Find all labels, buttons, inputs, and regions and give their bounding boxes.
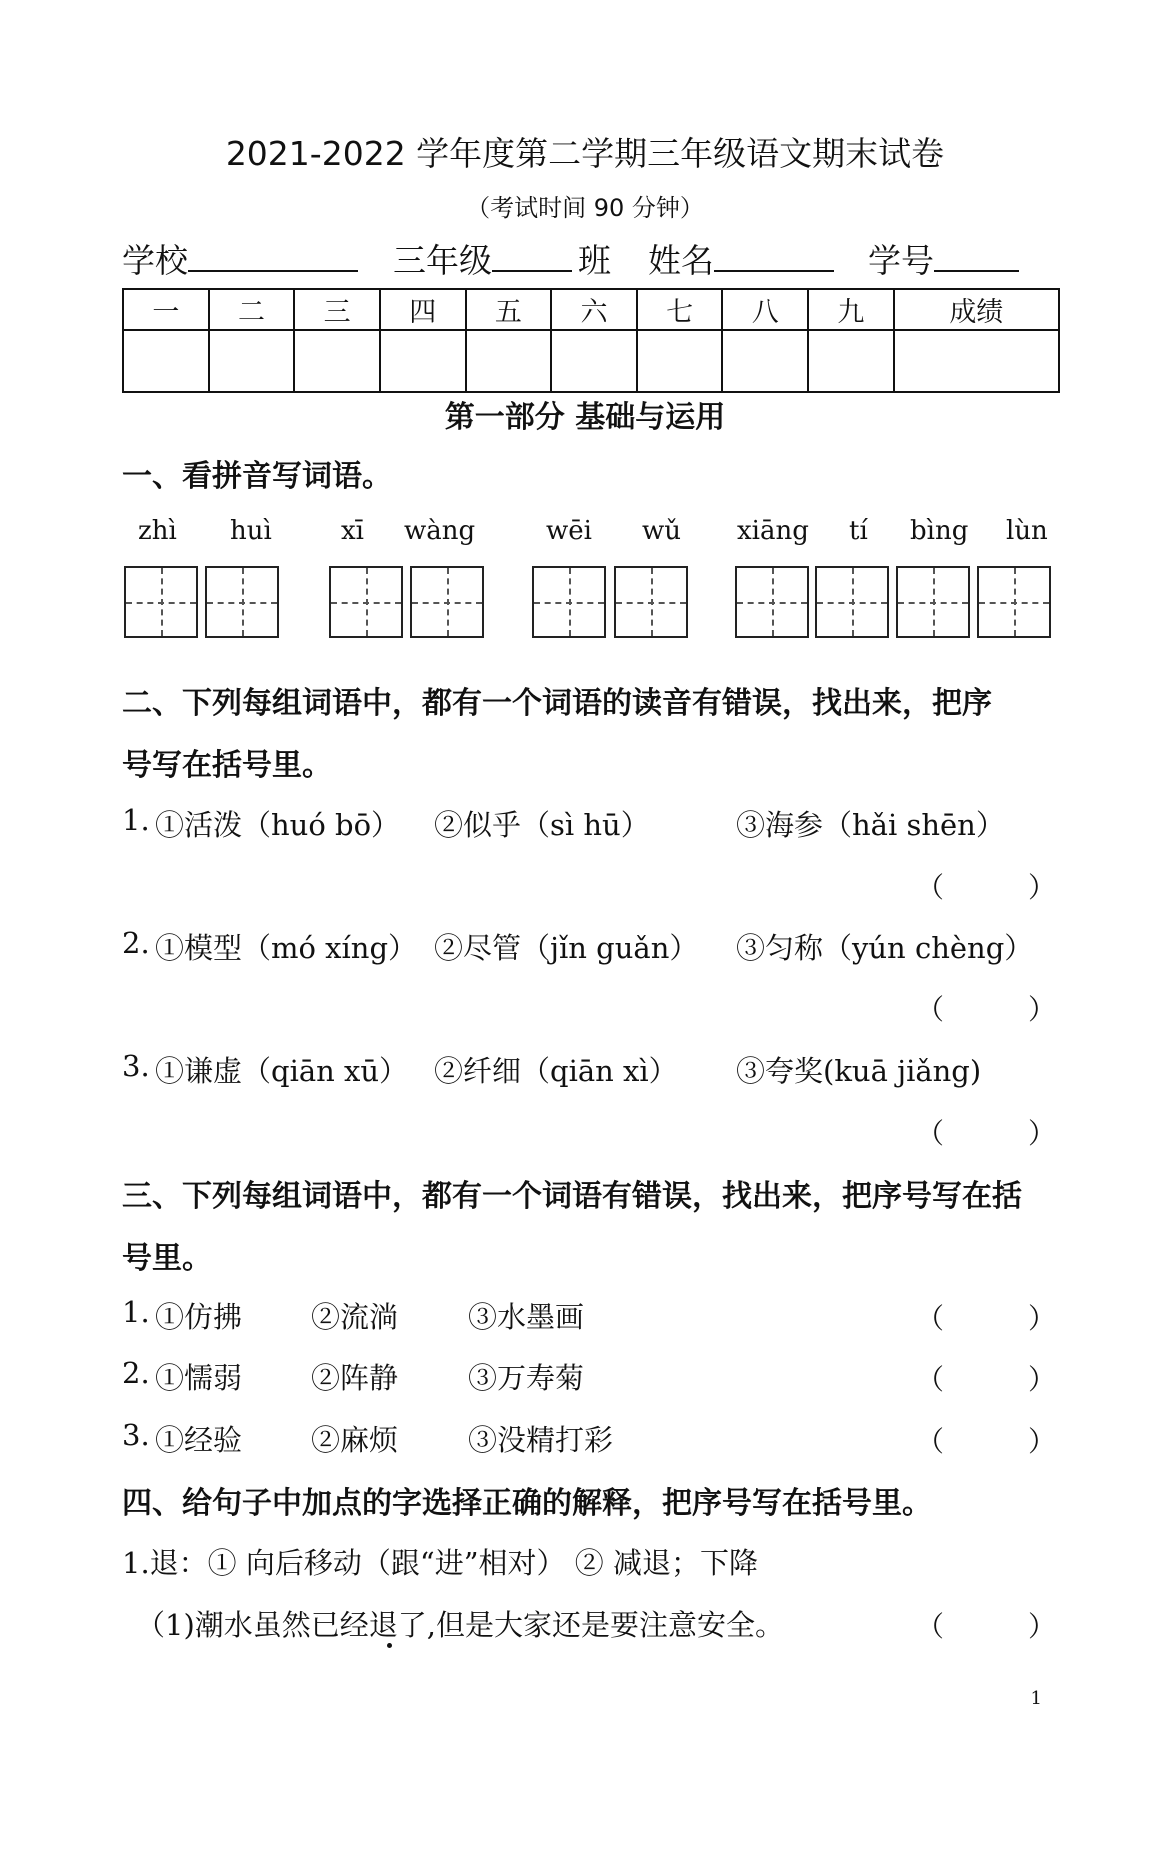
writing-grid-box[interactable]: [532, 566, 606, 638]
q2-item-2-num: 2.: [122, 926, 150, 960]
score-header-cell: 五: [466, 289, 552, 330]
q2-item-2-option-c: ③匀称（yún chèng）: [736, 931, 1034, 965]
q2-item-3-num: 3.: [122, 1049, 150, 1083]
student-number-field: [868, 235, 1019, 282]
answer-parentheses[interactable]: （ ）: [916, 871, 1057, 904]
q3-item-2-num: 2.: [122, 1356, 150, 1390]
student-number-label: 学号: [868, 241, 934, 280]
exam-title: 2021-2022 学年度第二学期三年级语文期末试卷: [225, 134, 945, 173]
q3-item-3-num: 3.: [122, 1418, 150, 1452]
name-label: 姓名: [648, 241, 714, 280]
pinyin-label: xiāng: [737, 516, 809, 546]
pinyin-label: tí: [849, 516, 868, 546]
score-header-cell: 二: [209, 289, 295, 330]
score-cell[interactable]: [808, 330, 894, 392]
q3-item-1-option-c: ③水墨画: [468, 1300, 585, 1334]
score-header-cell: 三: [294, 289, 380, 330]
score-cell[interactable]: [637, 330, 723, 392]
q4-item-1-definitions: 1.退：① 向后移动（跟“进”相对） ② 减退；下降: [122, 1546, 758, 1580]
writing-grid-box[interactable]: [977, 566, 1051, 638]
answer-parentheses[interactable]: （ ）: [916, 1302, 1057, 1335]
q3-item-3-option-b: ②麻烦: [311, 1423, 399, 1457]
total-score-cell[interactable]: [894, 330, 1059, 392]
q3-item-2-option-a: ①懦弱: [155, 1361, 243, 1395]
score-cell[interactable]: [551, 330, 637, 392]
score-table-body: [123, 330, 1059, 392]
score-header-cell: 九: [808, 289, 894, 330]
writing-grid-box[interactable]: [410, 566, 484, 638]
q4-item-1-sentence: （1)潮水虽然已经退了,但是大家还是要注意安全。: [136, 1608, 784, 1642]
exam-duration: （考试时间 90 分钟）: [466, 194, 704, 222]
score-cell[interactable]: [123, 330, 209, 392]
q3-item-1-option-b: ②流淌: [311, 1300, 399, 1334]
q2-item-1-option-a: ①活泼（huó bō）: [155, 808, 401, 842]
writing-grid-box[interactable]: [896, 566, 970, 638]
answer-parentheses[interactable]: （ ）: [916, 1425, 1057, 1458]
writing-grid-box[interactable]: [815, 566, 889, 638]
emphasis-dot: [387, 1643, 392, 1648]
score-table: [122, 288, 1060, 393]
question-3-title-cont: 号里。: [122, 1241, 212, 1276]
writing-grid-box[interactable]: [735, 566, 809, 638]
school-blank[interactable]: [188, 240, 358, 272]
score-header-cell: 成绩: [894, 289, 1059, 330]
q2-item-1-option-c: ③海参（hǎi shēn）: [736, 808, 1005, 842]
score-header-cell: 一: [123, 289, 209, 330]
q2-item-2-option-a: ①模型（mó xíng）: [155, 931, 418, 965]
writing-grid-box[interactable]: [205, 566, 279, 638]
name-blank[interactable]: [714, 240, 834, 272]
school-field: [122, 235, 358, 282]
pinyin-label: bìng: [910, 516, 969, 546]
score-cell[interactable]: [380, 330, 466, 392]
q3-item-3-option-a: ①经验: [155, 1423, 243, 1457]
pinyin-label: wàng: [404, 516, 476, 546]
student-number-blank[interactable]: [934, 240, 1019, 272]
writing-grid-box[interactable]: [329, 566, 403, 638]
grade-field: [393, 235, 611, 282]
answer-parentheses[interactable]: （ ）: [916, 1117, 1057, 1150]
question-2-title: 二、下列每组词语中，都有一个词语的读音有错误，找出来，把序: [122, 686, 992, 721]
score-header-cell: 六: [551, 289, 637, 330]
q3-item-3-option-c: ③没精打彩: [468, 1423, 614, 1457]
score-cell[interactable]: [294, 330, 380, 392]
question-1-title: 一、看拼音写词语。: [122, 459, 392, 494]
question-4-title: 四、给句子中加点的字选择正确的解释，把序号写在括号里。: [122, 1486, 932, 1521]
score-cell[interactable]: [722, 330, 808, 392]
score-header-cell: 七: [637, 289, 723, 330]
answer-parentheses[interactable]: （ ）: [916, 1363, 1057, 1396]
q3-item-1-option-a: ①仿拂: [155, 1300, 243, 1334]
score-header-cell: 八: [722, 289, 808, 330]
grade-label: 三年级: [393, 241, 492, 280]
q2-item-1-num: 1.: [122, 803, 150, 837]
class-blank[interactable]: [492, 240, 572, 272]
q2-item-2-option-b: ②尽管（jǐn guǎn）: [434, 931, 699, 965]
q3-item-2-option-b: ②阵静: [311, 1361, 399, 1395]
answer-parentheses[interactable]: （ ）: [916, 993, 1057, 1026]
q3-item-1-num: 1.: [122, 1295, 150, 1329]
pinyin-label: wēi: [546, 516, 592, 546]
answer-parentheses[interactable]: （ ）: [916, 1610, 1057, 1643]
class-label: 班: [578, 241, 611, 280]
school-label: 学校: [122, 241, 188, 280]
part-one-title: 第一部分 基础与运用: [444, 400, 726, 435]
pinyin-label: wǔ: [642, 516, 681, 546]
page-number: 1: [1030, 1688, 1042, 1709]
pinyin-label: huì: [230, 516, 272, 546]
name-field: [648, 235, 834, 282]
q2-item-3-option-c: ③夸奖(kuā jiǎng): [736, 1054, 982, 1088]
question-3-title: 三、下列每组词语中，都有一个词语有错误，找出来，把序号写在括: [122, 1179, 1022, 1214]
q2-item-3-option-a: ①谦虚（qiān xū）: [155, 1054, 409, 1088]
q3-item-2-option-c: ③万寿菊: [468, 1361, 585, 1395]
writing-grid-box[interactable]: [124, 566, 198, 638]
pinyin-label: zhì: [138, 516, 177, 546]
writing-grid-box[interactable]: [614, 566, 688, 638]
score-table-header: [123, 289, 1059, 330]
score-cell[interactable]: [209, 330, 295, 392]
score-cell[interactable]: [466, 330, 552, 392]
pinyin-label: xī: [341, 516, 364, 546]
q2-item-3-option-b: ②纤细（qiān xì）: [434, 1054, 678, 1088]
q2-item-1-option-b: ②似乎（sì hū）: [434, 808, 650, 842]
score-header-cell: 四: [380, 289, 466, 330]
question-2-title-cont: 号写在括号里。: [122, 748, 332, 783]
pinyin-label: lùn: [1006, 516, 1048, 546]
